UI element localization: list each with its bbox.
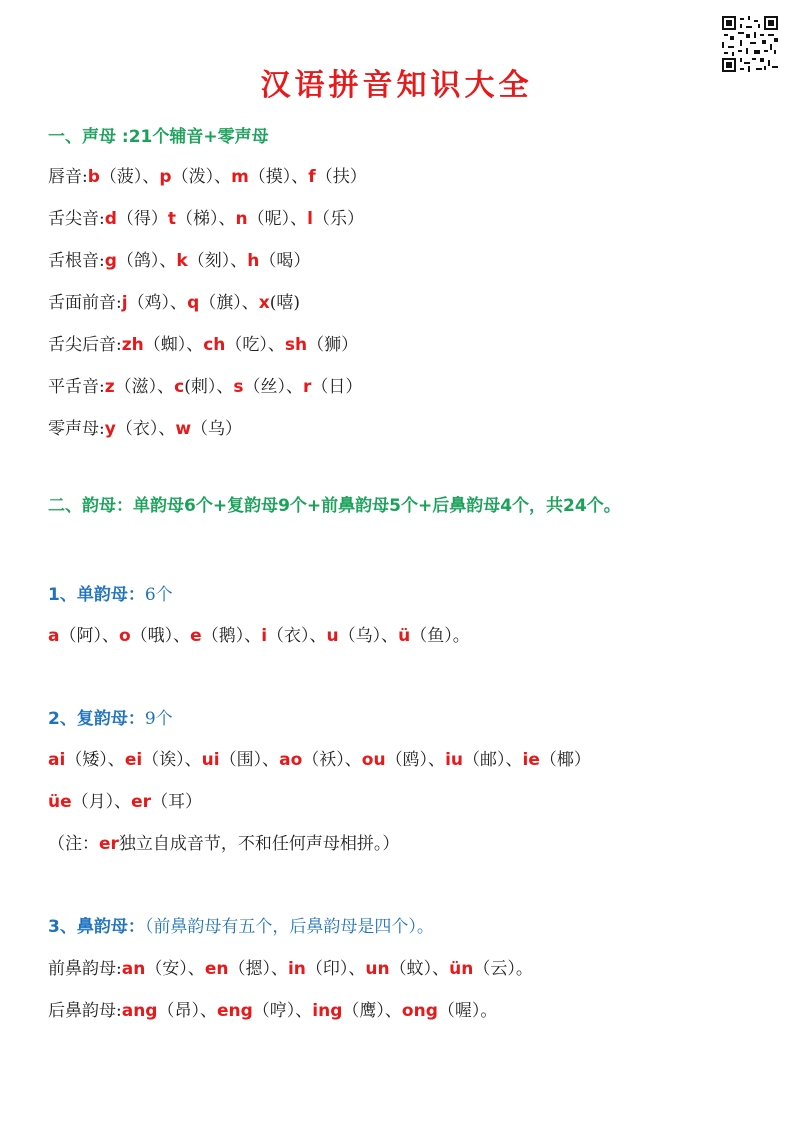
example: （诶）、 (142, 750, 202, 770)
example: （乐） (312, 209, 364, 229)
pinyin: ai (48, 750, 66, 770)
row-label: 前鼻韵母: (48, 959, 122, 979)
row-label: 舌根音: (48, 251, 105, 271)
compound-finals-row-1 (48, 745, 591, 770)
front-nasal-row (48, 954, 533, 979)
example: （呢）、 (247, 209, 308, 229)
subheading-count: 6个 (144, 585, 173, 605)
initials-row-tongue-tip (48, 204, 364, 229)
pinyin: l (307, 209, 313, 229)
example: （袄）、 (302, 750, 362, 770)
simple-finals-heading (48, 580, 173, 605)
example: （丝）、 (243, 377, 303, 397)
pinyin: h (247, 251, 260, 271)
pinyin: an (121, 959, 146, 979)
pinyin: ang (121, 1001, 158, 1021)
compound-finals-row-2 (48, 787, 202, 812)
initials-row-lip (48, 162, 367, 187)
pinyin: ie (522, 750, 540, 770)
compound-finals-heading (48, 704, 173, 729)
row-label: 舌尖音: (48, 209, 105, 229)
row-label: 零声母: (48, 419, 105, 439)
example: （乌） (191, 419, 243, 439)
pinyin: t (167, 209, 177, 229)
subheading-count: 9个 (144, 709, 173, 729)
pinyin: er (131, 792, 152, 812)
example: （鱼）。 (410, 626, 470, 646)
example: （日） (311, 377, 363, 397)
pinyin: ing (312, 1001, 343, 1021)
note-text: 独立自成音节，不和任何声母相拼。） (118, 834, 400, 854)
nasal-finals-heading (48, 912, 434, 937)
initials-row-tongue-front (48, 288, 300, 313)
pinyin: i (261, 626, 268, 646)
example: （滋）、 (114, 377, 175, 397)
row-label: 后鼻韵母: (48, 1001, 122, 1021)
example: （蚊）、 (389, 959, 450, 979)
example: （喔）。 (437, 1001, 498, 1021)
example: （衣）、 (267, 626, 327, 646)
example: （扶） (315, 167, 367, 187)
back-nasal-row (48, 996, 497, 1021)
example: （旗）、 (199, 293, 259, 313)
row-label: 舌面前音: (48, 293, 122, 313)
pinyin: w (175, 419, 192, 439)
note-prefix: （注： (48, 834, 99, 854)
example: （乌）、 (338, 626, 399, 646)
example: （哦）、 (130, 626, 191, 646)
pinyin: x (258, 293, 270, 313)
subheading-label: 1、单韵母： (48, 585, 145, 605)
example: （鸽）、 (116, 251, 177, 271)
example: （吃）、 (225, 335, 285, 355)
pinyin: in (287, 959, 306, 979)
example: （围）、 (219, 750, 280, 770)
example: （椰） (539, 750, 591, 770)
pinyin: j (121, 293, 128, 313)
example: （耳） (151, 792, 203, 812)
initials-row-flat-tongue (48, 372, 362, 397)
example: （鸥）、 (385, 750, 446, 770)
pinyin: b (87, 167, 100, 187)
pinyin: k (176, 251, 188, 271)
row-label: 平舌音: (48, 377, 105, 397)
example: （哼）、 (252, 1001, 313, 1021)
page-title: 汉语拼音知识大全 (260, 68, 533, 103)
example: （鹅）、 (201, 626, 262, 646)
pinyin: z (104, 377, 115, 397)
example: （阿）、 (59, 626, 119, 646)
pinyin: q (187, 293, 200, 313)
example: （矮）、 (65, 750, 125, 770)
pinyin: y (104, 419, 116, 439)
pinyin: f (308, 167, 316, 187)
pinyin: m (231, 167, 249, 187)
subheading-label: 2、复韵母： (48, 709, 145, 729)
pinyin: r (302, 377, 312, 397)
example: （安）、 (145, 959, 205, 979)
row-label: 舌尖后音: (48, 335, 122, 355)
pinyin: g (104, 251, 117, 271)
initials-row-tongue-root (48, 246, 310, 271)
example: （蜘）、 (143, 335, 204, 355)
pinyin: ui (201, 750, 220, 770)
example: （菠）、 (99, 167, 160, 187)
pinyin: ou (361, 750, 386, 770)
example: （鸡）、 (127, 293, 188, 313)
example: （摁）、 (228, 959, 288, 979)
example: （喝） (259, 251, 311, 271)
pinyin: en (204, 959, 229, 979)
simple-finals-row (48, 621, 470, 646)
example: (刺）、 (184, 377, 234, 397)
example: （印）、 (305, 959, 366, 979)
example: （梯）、 (176, 209, 236, 229)
example: （泼）、 (171, 167, 232, 187)
subheading-label: 3、鼻韵母： (48, 917, 145, 937)
pinyin: p (159, 167, 172, 187)
pinyin: ün (449, 959, 474, 979)
pinyin: e (190, 626, 202, 646)
section-2-heading: 二、韵母：单韵母6个+复韵母9个+前鼻韵母5个+后鼻韵母4个，共24个。 (48, 496, 621, 516)
example: （昂）、 (157, 1001, 217, 1021)
example: （得） (116, 209, 168, 229)
pinyin: d (104, 209, 117, 229)
example: （衣）、 (115, 419, 176, 439)
example: （邮）、 (463, 750, 523, 770)
pinyin: sh (284, 335, 308, 355)
pinyin: ü (398, 626, 411, 646)
pinyin: ch (203, 335, 226, 355)
pinyin: a (48, 626, 60, 646)
pinyin: ei (124, 750, 143, 770)
example: （鹰）、 (342, 1001, 402, 1021)
example: （刻）、 (187, 251, 248, 271)
pinyin: ong (401, 1001, 438, 1021)
example: （狮） (307, 335, 359, 355)
example: （月）、 (71, 792, 132, 812)
note-pinyin: er (99, 834, 119, 854)
pinyin: o (118, 626, 131, 646)
section-1-heading: 一、声母 :21个辅音+零声母 (48, 127, 269, 147)
pinyin: u (326, 626, 339, 646)
pinyin: n (235, 209, 248, 229)
pinyin: iu (445, 750, 463, 770)
initials-row-zero (48, 414, 242, 439)
pinyin: zh (121, 335, 144, 355)
example: (嘻) (269, 293, 300, 313)
example: （摸）、 (248, 167, 309, 187)
pinyin: üe (48, 792, 72, 812)
initials-row-retroflex (48, 330, 358, 355)
pinyin: c (174, 377, 185, 397)
row-label: 唇音: (48, 167, 88, 187)
pinyin: eng (216, 1001, 253, 1021)
example: （云）。 (473, 959, 533, 979)
note (48, 829, 399, 854)
subheading-desc: （前鼻韵母有五个，后鼻韵母是四个）。 (144, 917, 434, 937)
pinyin: ao (279, 750, 303, 770)
pinyin: s (233, 377, 244, 397)
pinyin: un (365, 959, 390, 979)
